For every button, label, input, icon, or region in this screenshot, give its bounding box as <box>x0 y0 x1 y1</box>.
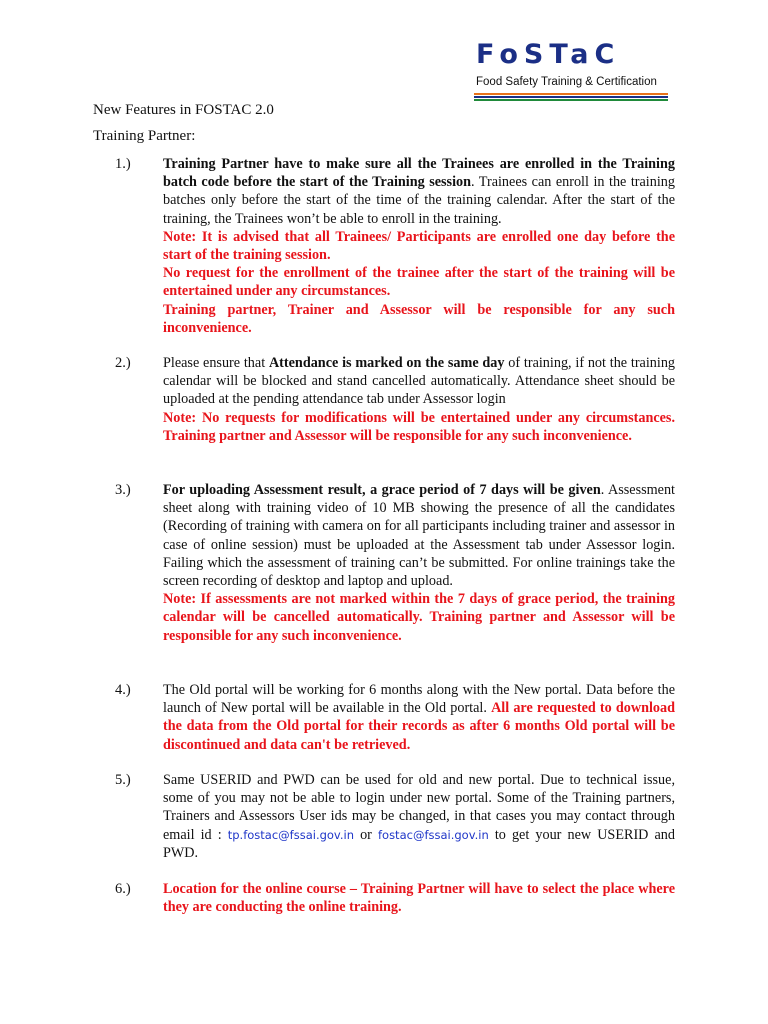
list-item-6 <box>163 880 675 916</box>
logo-stripe-blue <box>474 96 668 98</box>
list-item-5 <box>163 771 675 862</box>
item-note: All are requested to download the data from the Old portal for their records as after 6 months Old portal will be discontinued and data can't be retrieved. <box>163 700 676 753</box>
item-text: of training, if not the training calendar will be blocked and stand cancelled automatically. Attendance sheet should be uploaded at the pending attendance tab under Assessor login <box>163 355 676 408</box>
item-bold-text: Training Partner have to make sure all the Trainees are enrolled in the Training batch code before the start of the Training session <box>163 156 675 191</box>
item-number: 5.) <box>115 772 131 788</box>
item-number: 1.) <box>115 156 131 172</box>
item-text: . Assessment sheet along with training video of 10 MB showing the presence of all the candidates (Recording of training with camera on for all participants including trainer and assessor in case of online session) must be uploaded at the Assessment tab under Assessor login. Failing which the assessment of training can’t be submitted. For online trainings take the screen recording of desktop and laptop and upload. <box>163 482 675 590</box>
logo-tagline: Food Safety Training & Certification <box>476 76 657 88</box>
item-bold-text: For uploading Assessment result, a grace period of 7 days will be given <box>163 482 601 498</box>
item-note: Note: It is advised that all Trainees/ Participants are enrolled one day before the start of the training session. <box>163 228 675 264</box>
item-body <box>163 481 675 590</box>
document-title: New Features in FOSTAC 2.0 <box>93 102 274 118</box>
item-text: Same USERID and PWD can be used for old and new portal. Due to technical issue, some of you may not be able to login under new portal. Some of the Training partners, Trainers and Assessors User ids may be changed, in that cases you may contact through email id : <box>163 772 675 843</box>
item-body <box>163 771 675 862</box>
item-body <box>163 155 675 228</box>
item-text: or <box>354 826 378 843</box>
fostac-logo <box>474 38 670 108</box>
section-subtitle: Training Partner: <box>93 128 196 144</box>
logo-wordmark: FoSTaC <box>476 39 621 70</box>
list-item-1 <box>163 155 675 337</box>
item-text: to get your new USERID and PWD. <box>163 826 675 861</box>
item-body <box>163 681 675 754</box>
logo-stripe-orange <box>474 93 668 95</box>
item-text: Please ensure that <box>163 355 269 371</box>
item-text: . Trainees can enroll in the training batches only before the start of the time of the training calendar. After the start of the training, the Trainees won’t be able to enroll in the training. <box>163 174 675 227</box>
list-item-2 <box>163 354 675 445</box>
item-number: 2.) <box>115 355 131 371</box>
email-link-tp[interactable]: tp.fostac@fssai.gov.in <box>227 827 354 842</box>
item-note: Note: No requests for modifications will be entertained under any circumstances. Training partner and Assessor will be responsible for any such inconvenience. <box>163 409 675 444</box>
list-item-3 <box>163 481 675 645</box>
item-number: 3.) <box>115 482 131 498</box>
item-bold-text: Attendance is marked on the same day <box>268 355 505 371</box>
item-note: Location for the online course – Training Partner will have to select the place where they are conducting the online training. <box>163 881 675 916</box>
item-note: Note: If assessments are not marked within the 7 days of grace period, the training calendar will be cancelled automatically. Training partner and Assessor will be responsible for any such inconvenience. <box>163 591 675 644</box>
email-link-fostac[interactable]: fostac@fssai.gov.in <box>377 827 489 842</box>
item-body <box>163 354 675 409</box>
logo-stripe-green <box>474 99 668 101</box>
list-item-4 <box>163 681 675 754</box>
item-note: No request for the enrollment of the trainee after the start of the training will be entertained under any circumstances. <box>163 265 675 300</box>
item-text: The Old portal will be working for 6 months along with the New portal. Data before the launch of New portal will be available in the Old portal. <box>163 682 675 717</box>
item-number: 4.) <box>115 682 131 698</box>
item-number: 6.) <box>115 881 131 897</box>
item-note: Training partner, Trainer and Assessor will be responsible for any such inconvenience. <box>163 301 675 336</box>
